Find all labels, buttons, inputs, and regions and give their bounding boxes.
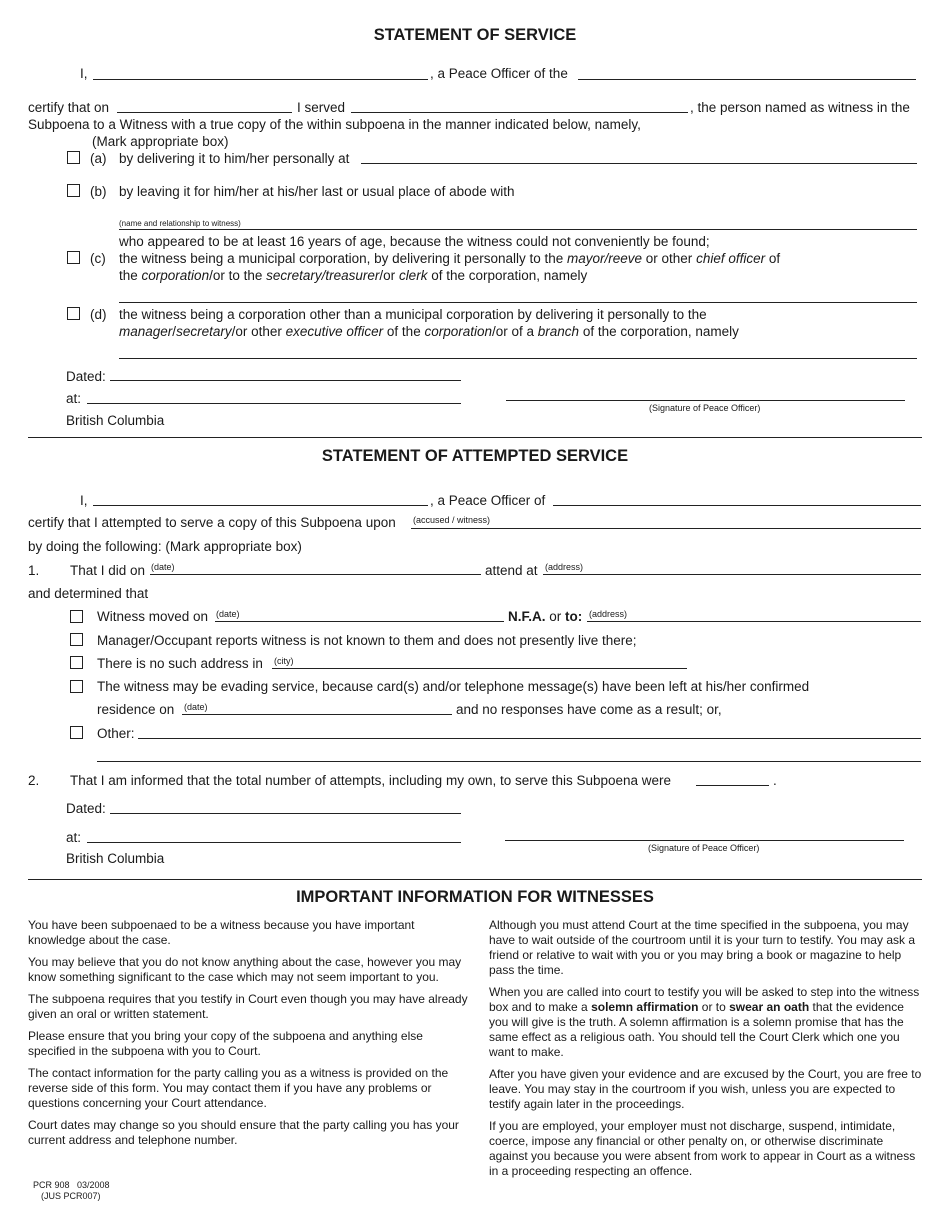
item1-number: 1. [28, 563, 40, 578]
attempted-i-label: I, [80, 493, 88, 508]
residence-on-label: residence on [97, 702, 175, 717]
left-paragraph: You have been subpoenaed to be a witness because you have important knowledge about the case. [28, 918, 415, 947]
section-divider [28, 437, 922, 438]
item1-date-caption: (date) [151, 562, 175, 572]
police-agency-field[interactable] [578, 79, 916, 80]
i-label: I, [80, 66, 88, 81]
option-a-text: by delivering it to him/her personally at [119, 151, 350, 166]
residence-date-field[interactable] [182, 714, 452, 715]
province-label: British Columbia [66, 413, 165, 428]
moved-address-caption: (address) [589, 609, 628, 619]
right-paragraph-2: When you are called into court to testify you will be asked to step into the witness box and to make a solemn affirmation or to swear an oath that the evidence you will give is the truth. A solemn affirmation is a solemn promise that has the same effect as a religious oath. You should tell the Court Clerk which one you want to make. [489, 985, 920, 1059]
evading-checkbox[interactable] [70, 680, 83, 693]
determined-that-label: and determined that [28, 586, 149, 601]
abode-followup: who appeared to be at least 16 years of age, because the witness could not conveniently be found; [119, 234, 710, 249]
statement-of-service-title: STATEMENT OF SERVICE [373, 26, 577, 44]
attempted-signature-caption: (Signature of Peace Officer) [648, 843, 760, 853]
other-label: Other: [97, 726, 135, 741]
important-info-right-column [489, 918, 922, 1186]
at-field[interactable] [87, 403, 461, 404]
option-c-line2: the corporation/or to the secretary/treasurer/or clerk of the corporation, namely [119, 268, 588, 283]
attempted-dated-field[interactable] [110, 813, 461, 814]
service-date-field[interactable] [117, 112, 292, 113]
person-named-label: , the person named as witness in the [690, 100, 910, 115]
section-divider-2 [28, 879, 922, 880]
moved-date-caption: (date) [216, 609, 240, 619]
option-d-line1: the witness being a corporation other than a municipal corporation by delivering it personally to the [119, 307, 707, 322]
attempted-agency-field[interactable] [553, 505, 921, 506]
served-person-field[interactable] [351, 112, 688, 113]
certify-that-on-label: certify that on [28, 100, 110, 115]
option-a-letter: (a) [90, 151, 107, 166]
manager-reports-checkbox[interactable] [70, 633, 83, 646]
other-field[interactable] [138, 738, 921, 739]
item2-period: . [773, 773, 777, 788]
left-paragraph: The contact information for the party calling you as a witness is provided on the reverse side of this form. You may contact them if you have any problems or questions concerning your Court attendance. [28, 1066, 449, 1110]
left-paragraph: Please ensure that you bring your copy of the subpoena and anything else specified in the subpoena with you to Court. [28, 1029, 423, 1058]
item1-text: That I did on [70, 563, 146, 578]
no-such-address-text: There is no such address in [97, 656, 263, 671]
important-info-title: IMPORTANT INFORMATION FOR WITNESSES [296, 888, 654, 906]
at-label: at: [66, 391, 82, 406]
option-a-address-field[interactable] [361, 163, 917, 164]
option-b-letter: (b) [90, 184, 107, 199]
jus-code: (JUS PCR007) [41, 1191, 101, 1201]
no-responses-text: and no responses have come as a result; or, [456, 702, 722, 717]
attend-at-label: attend at [485, 563, 538, 578]
city-field[interactable] [272, 668, 687, 669]
option-c-name-field[interactable] [119, 302, 917, 303]
left-paragraph: You may believe that you do not know anything about the case, however you may know something significant to the case which may not seem important to you. [28, 955, 462, 984]
officer-name-field[interactable] [93, 79, 428, 80]
option-b-text: by leaving it for him/her at his/her last or usual place of abode with [119, 184, 515, 199]
form-number: PCR 908 03/2008 [33, 1180, 110, 1190]
attempted-signature-field[interactable] [505, 840, 904, 841]
attempted-officer-name-field[interactable] [93, 505, 428, 506]
option-b-checkbox[interactable] [67, 184, 80, 197]
attempts-count-field[interactable] [696, 785, 769, 786]
dated-field[interactable] [110, 380, 461, 381]
witness-moved-label: Witness moved on [97, 609, 209, 624]
by-doing-label: by doing the following: (Mark appropriate box) [28, 539, 302, 554]
option-c-checkbox[interactable] [67, 251, 80, 264]
option-d-line2: manager/secretary/or other executive officer of the corporation/or of a branch of the corporation, namely [119, 324, 739, 339]
signature-field[interactable] [506, 400, 905, 401]
evading-text: The witness may be evading service, because card(s) and/or telephone message(s) have been left at his/her confirmed [97, 679, 810, 694]
attend-address-field[interactable] [543, 574, 921, 575]
accused-witness-field[interactable] [411, 528, 921, 529]
dated-label: Dated: [66, 369, 106, 384]
other-checkbox[interactable] [70, 726, 83, 739]
attempted-province-label: British Columbia [66, 851, 165, 866]
other-field-continued[interactable] [97, 761, 921, 762]
nfa-or-to-label: N.F.A. or to: [508, 609, 583, 624]
mark-box-instruction: (Mark appropriate box) [92, 134, 229, 149]
attempted-service-title: STATEMENT OF ATTEMPTED SERVICE [321, 447, 629, 465]
item1-date-field[interactable] [150, 574, 481, 575]
item2-number: 2. [28, 773, 40, 788]
attempted-dated-label: Dated: [66, 801, 106, 816]
signature-caption: (Signature of Peace Officer) [649, 403, 761, 413]
attempted-at-label: at: [66, 830, 82, 845]
important-info-left-column [28, 918, 468, 1155]
moved-address-field[interactable] [587, 621, 921, 622]
accused-witness-caption: (accused / witness) [413, 515, 491, 525]
option-d-letter: (d) [90, 307, 107, 322]
moved-date-field[interactable] [215, 621, 504, 622]
residence-date-caption: (date) [184, 702, 208, 712]
subpoena-line: Subpoena to a Witness with a true copy of the within subpoena in the manner indicated below, namely, [28, 117, 641, 132]
form-footer [33, 1180, 110, 1202]
i-served-label: I served [297, 100, 346, 115]
no-such-address-checkbox[interactable] [70, 656, 83, 669]
option-c-line1: the witness being a municipal corporation, by delivering it personally to the mayor/reeve or other chief officer of [119, 251, 781, 266]
certify-attempted-label: certify that I attempted to serve a copy of this Subpoena upon [28, 515, 396, 530]
peace-officer-of-label: , a Peace Officer of [430, 493, 546, 508]
attend-address-caption: (address) [545, 562, 584, 572]
peace-officer-of-the-label: , a Peace Officer of the [430, 66, 568, 81]
left-paragraph: The subpoena requires that you testify in Court even though you may have already given an oral or written statement. [28, 992, 468, 1021]
right-paragraph-3: After you have given your evidence and are excused by the Court, you are free to leave. You may stay in the courtroom if you wish, unless you are expected to testify again later in the proceedings. [489, 1067, 922, 1111]
option-a-checkbox[interactable] [67, 151, 80, 164]
option-b-name-field[interactable] [119, 229, 917, 230]
left-paragraph: Court dates may change so you should ensure that the party calling you has your current address and telephone number. [28, 1118, 459, 1147]
attempted-at-field[interactable] [87, 842, 461, 843]
witness-moved-checkbox[interactable] [70, 610, 83, 623]
option-d-checkbox[interactable] [67, 307, 80, 320]
option-c-letter: (c) [90, 251, 106, 266]
item2-text: That I am informed that the total number of attempts, including my own, to serve this Subpoena were [70, 773, 672, 788]
manager-reports-text: Manager/Occupant reports witness is not known to them and does not presently live there; [97, 633, 637, 648]
option-d-name-field[interactable] [119, 358, 917, 359]
right-paragraph-4: If you are employed, your employer must not discharge, suspend, intimidate, coerce, impose any financial or other penalty on, or otherwise discriminate against you because you were absent from work to appear in Court as a witness in a proceeding respecting an offence. [489, 1119, 916, 1178]
right-paragraph-1: Although you must attend Court at the time specified in the subpoena, you may have to wait outside of the courtroom until it is your turn to testify. You may ask a friend or relative to wait with you or you may bring a book or magazine to help pass the time. [489, 918, 915, 977]
name-relationship-caption: (name and relationship to witness) [119, 219, 241, 228]
city-caption: (city) [274, 656, 294, 666]
